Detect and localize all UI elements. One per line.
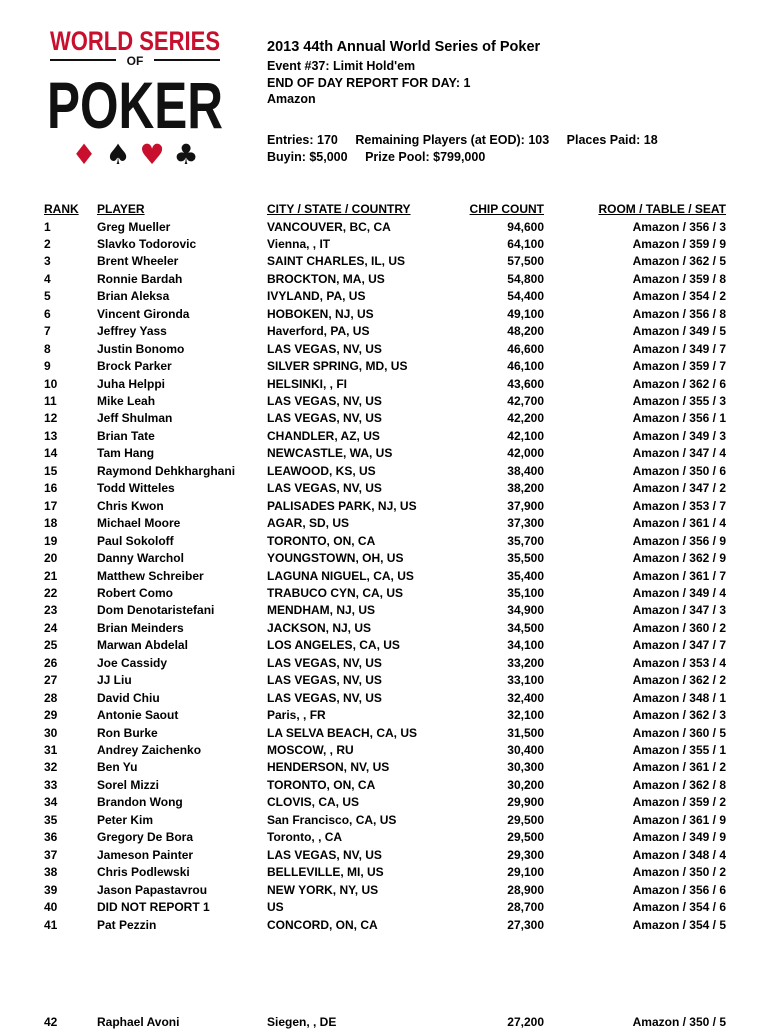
cell-player: Brian Meinders (97, 620, 184, 635)
cell-chip-count: 42,700 (507, 394, 544, 408)
cell-chip-count: 30,300 (507, 760, 544, 775)
diamond-icon: ♦ (71, 138, 97, 170)
cell-room-table-seat: Amazon / 361 / 4 (632, 516, 726, 531)
cell-room-table-seat: Amazon / 354 / 2 (632, 289, 726, 304)
cell-chip-count: 35,700 (507, 533, 544, 548)
cell-chip-count: 38,200 (507, 481, 544, 496)
cell-location: LAS VEGAS, NV, US (267, 394, 382, 408)
wsop-logo (44, 28, 226, 170)
cell-chip-count: 27,300 (507, 917, 544, 932)
col-location: CITY / STATE / COUNTRY (267, 202, 411, 216)
cell-location: LOS ANGELES, CA, US (267, 638, 400, 653)
cell-room-table-seat: Amazon / 356 / 3 (632, 219, 726, 234)
cell-player: Jeffrey Yass (97, 324, 167, 339)
cell-location: LAGUNA NIGUEL, CA, US (267, 568, 414, 583)
cell-chip-count: 54,800 (507, 271, 544, 286)
cell-location: Toronto, , CA (267, 830, 343, 845)
col-player: PLAYER (97, 202, 145, 216)
table-row (0, 445, 768, 463)
table-row (0, 882, 768, 900)
cell-player: Danny Warchol (97, 551, 184, 566)
cell-room-table-seat: Amazon / 349 / 5 (632, 324, 726, 339)
cell-rank: 8 (44, 341, 51, 356)
cell-location: SILVER SPRING, MD, US (267, 359, 408, 374)
cell-player: David Chiu (97, 690, 160, 705)
table-row (0, 463, 768, 481)
cell-room-table-seat: Amazon / 347 / 3 (632, 603, 726, 618)
cell-chip-count: 34,500 (507, 620, 544, 635)
cell-location: US (267, 900, 284, 915)
logo-line-world-series: WORLD SERIES (50, 28, 220, 56)
cell-rank: 17 (44, 498, 58, 513)
cell-location: TORONTO, ON, CA (267, 533, 376, 548)
event-name: Event #37: Limit Hold'em (267, 59, 416, 73)
cell-rank: 20 (44, 551, 58, 566)
table-row (0, 358, 768, 376)
table-row (0, 533, 768, 551)
cell-rank: 40 (44, 900, 58, 915)
table-row (0, 1014, 768, 1032)
cell-location: MOSCOW, , RU (267, 743, 354, 757)
cell-rank: 37 (44, 847, 58, 862)
table-row (0, 410, 768, 428)
cell-rank: 6 (44, 306, 51, 321)
cell-player: Brent Wheeler (97, 254, 179, 269)
cell-rank: 39 (44, 882, 58, 897)
cell-rank: 5 (44, 289, 51, 304)
cell-room-table-seat: Amazon / 354 / 6 (632, 900, 726, 915)
cell-rank: 30 (44, 725, 58, 740)
logo-line-of: OF (126, 54, 144, 68)
cell-room-table-seat: Amazon / 362 / 6 (632, 376, 726, 391)
table-row (0, 794, 768, 812)
cell-location: LAS VEGAS, NV, US (267, 341, 382, 356)
cell-player: Chris Podlewski (97, 865, 190, 880)
cell-rank: 10 (44, 376, 58, 391)
table-row (0, 742, 768, 760)
cell-rank: 2 (44, 236, 51, 251)
cell-chip-count: 57,500 (507, 254, 544, 269)
cell-chip-count: 32,100 (507, 708, 544, 723)
cell-player: Peter Kim (97, 812, 154, 827)
cell-rank: 23 (44, 603, 58, 618)
cell-location: MENDHAM, NJ, US (267, 603, 376, 618)
places-paid: Places Paid: 18 (566, 133, 658, 147)
cell-player: Pat Pezzin (97, 917, 157, 932)
cell-room-table-seat: Amazon / 349 / 4 (632, 585, 726, 600)
cell-player: Raymond Dehkharghani (97, 463, 236, 478)
cell-chip-count: 28,700 (507, 900, 544, 915)
cell-rank: 25 (44, 638, 58, 653)
table-row (0, 812, 768, 830)
cell-location: LEAWOOD, KS, US (267, 463, 376, 478)
cell-room-table-seat: Amazon / 362 / 8 (632, 777, 726, 792)
cell-room-table-seat: Amazon / 359 / 8 (632, 271, 726, 286)
cell-location: LAS VEGAS, NV, US (267, 411, 382, 426)
cell-room-table-seat: Amazon / 362 / 5 (632, 254, 726, 269)
cell-rank: 9 (44, 359, 51, 374)
cell-chip-count: 64,100 (507, 236, 544, 251)
cell-chip-count: 54,400 (507, 289, 544, 304)
cell-location: Paris, , FR (267, 708, 326, 723)
cell-room-table-seat: Amazon / 360 / 5 (632, 725, 726, 740)
table-row (0, 550, 768, 568)
cell-rank: 33 (44, 777, 58, 792)
table-row (0, 777, 768, 795)
cell-chip-count: 42,000 (507, 446, 544, 461)
cell-room-table-seat: Amazon / 360 / 2 (632, 620, 726, 635)
logo-line-poker: POKER (47, 68, 223, 142)
cell-room-table-seat: Amazon / 353 / 7 (632, 498, 726, 513)
cell-rank: 38 (44, 865, 58, 880)
cell-room-table-seat: Amazon / 362 / 2 (632, 673, 726, 688)
cell-room-table-seat: Amazon / 356 / 9 (632, 533, 726, 548)
table-row (0, 917, 768, 935)
cell-rank: 1 (44, 219, 51, 234)
cell-chip-count: 34,900 (507, 603, 544, 618)
cell-player: Brian Aleksa (97, 289, 170, 304)
cell-room-table-seat: Amazon / 350 / 5 (632, 1015, 726, 1029)
table-row (0, 847, 768, 865)
cell-location: YOUNGSTOWN, OH, US (267, 551, 404, 566)
cell-player: Todd Witteles (97, 481, 175, 496)
cell-player: Mike Leah (97, 394, 156, 408)
cell-location: NEWCASTLE, WA, US (267, 446, 393, 461)
cell-player: Jason Papastavrou (97, 882, 208, 897)
col-chip-count: CHIP COUNT (469, 202, 544, 216)
cell-rank: 29 (44, 708, 58, 723)
cell-rank: 36 (44, 830, 58, 845)
cell-location: LAS VEGAS, NV, US (267, 690, 382, 705)
cell-room-table-seat: Amazon / 347 / 7 (632, 638, 726, 653)
table-row (0, 637, 768, 655)
cell-rank: 22 (44, 585, 58, 600)
cell-chip-count: 35,100 (507, 585, 544, 600)
cell-room-table-seat: Amazon / 350 / 2 (632, 865, 726, 880)
cell-chip-count: 33,100 (507, 673, 544, 688)
cell-room-table-seat: Amazon / 349 / 7 (632, 341, 726, 356)
table-row (0, 899, 768, 917)
cell-room-table-seat: Amazon / 361 / 2 (632, 760, 726, 775)
table-row (0, 341, 768, 359)
entries: Entries: 170 (267, 133, 338, 147)
cell-rank: 42 (44, 1015, 58, 1029)
table-row (0, 864, 768, 882)
spade-icon: ♠ (105, 138, 131, 170)
remaining-players: Remaining Players (at EOD): 103 (355, 133, 550, 147)
buyin: Buyin: $5,000 (267, 150, 348, 164)
cell-rank: 28 (44, 690, 58, 705)
cell-player: Ron Burke (97, 725, 158, 740)
cell-room-table-seat: Amazon / 362 / 3 (632, 708, 726, 723)
cell-rank: 19 (44, 533, 58, 548)
cell-location: CONCORD, ON, CA (267, 917, 378, 932)
cell-location: LAS VEGAS, NV, US (267, 481, 382, 496)
cell-player: Matthew Schreiber (97, 568, 204, 583)
cell-chip-count: 46,600 (507, 341, 544, 356)
table-row (0, 707, 768, 725)
cell-chip-count: 35,400 (507, 568, 544, 583)
cell-player: Vincent Gironda (97, 306, 190, 321)
cell-chip-count: 34,100 (507, 638, 544, 653)
cell-chip-count: 30,400 (507, 743, 544, 757)
cell-rank: 11 (44, 394, 57, 408)
cell-player: JJ Liu (97, 673, 132, 688)
cell-chip-count: 29,300 (507, 847, 544, 862)
cell-player: Marwan Abdelal (97, 638, 188, 653)
cell-location: Siegen, , DE (267, 1015, 337, 1029)
event-stats (267, 132, 672, 166)
cell-chip-count: 29,500 (507, 812, 544, 827)
cell-room-table-seat: Amazon / 354 / 5 (632, 917, 726, 932)
heart-icon: ♥ (139, 138, 165, 170)
cell-rank: 26 (44, 655, 58, 670)
table-row (0, 672, 768, 690)
report-title: 2013 44th Annual World Series of Poker (267, 39, 541, 55)
table-row (0, 585, 768, 603)
table-row (0, 725, 768, 743)
cell-room-table-seat: Amazon / 353 / 4 (632, 655, 726, 670)
cell-chip-count: 37,900 (507, 498, 544, 513)
cell-rank: 41 (44, 917, 58, 932)
cell-player: Ben Yu (97, 760, 138, 775)
cell-player: Andrey Zaichenko (97, 743, 202, 757)
cell-chip-count: 30,200 (507, 777, 544, 792)
cell-player: Justin Bonomo (97, 341, 185, 356)
cell-rank: 35 (44, 812, 58, 827)
cell-player: Greg Mueller (97, 219, 171, 234)
cell-location: PALISADES PARK, NJ, US (267, 498, 417, 513)
table-row (0, 253, 768, 271)
cell-chip-count: 35,500 (507, 551, 544, 566)
cell-rank: 34 (44, 795, 58, 810)
cell-player: Raphael Avoni (97, 1015, 180, 1029)
table-row (0, 498, 768, 516)
cell-room-table-seat: Amazon / 359 / 7 (632, 359, 726, 374)
cell-chip-count: 38,400 (507, 463, 544, 478)
cell-rank: 13 (44, 428, 58, 443)
cell-player: Robert Como (97, 585, 173, 600)
cell-rank: 24 (44, 620, 58, 635)
cell-chip-count: 42,100 (507, 428, 544, 443)
cell-room-table-seat: Amazon / 349 / 3 (632, 428, 726, 443)
table-row (0, 690, 768, 708)
cell-player: Brandon Wong (97, 795, 183, 810)
cell-room-table-seat: Amazon / 355 / 3 (632, 394, 726, 408)
table-row (0, 829, 768, 847)
table-row (0, 376, 768, 394)
cell-room-table-seat: Amazon / 362 / 9 (632, 551, 726, 566)
table-row (0, 568, 768, 586)
cell-rank: 31 (44, 743, 58, 757)
prize-pool: Prize Pool: $799,000 (365, 150, 486, 164)
cell-chip-count: 28,900 (507, 882, 544, 897)
cell-location: LAS VEGAS, NV, US (267, 847, 382, 862)
cell-room-table-seat: Amazon / 355 / 1 (632, 743, 726, 757)
cell-location: HOBOKEN, NJ, US (267, 306, 374, 321)
cell-room-table-seat: Amazon / 361 / 9 (632, 812, 726, 827)
cell-location: CLOVIS, CA, US (267, 795, 360, 810)
table-row (0, 620, 768, 638)
cell-room-table-seat: Amazon / 347 / 2 (632, 481, 726, 496)
cell-player: Dom Denotaristefani (97, 603, 215, 618)
table-row (0, 428, 768, 446)
cell-location: LA SELVA BEACH, CA, US (267, 725, 418, 740)
table-row (0, 288, 768, 306)
cell-chip-count: 46,100 (507, 359, 544, 374)
table-header (0, 201, 768, 219)
cell-chip-count: 29,500 (507, 830, 544, 845)
room-name: Amazon (267, 92, 316, 106)
cell-chip-count: 31,500 (507, 725, 544, 740)
cell-location: NEW YORK, NY, US (267, 882, 379, 897)
cell-player: Juha Helppi (97, 376, 166, 391)
cell-location: JACKSON, NJ, US (267, 620, 372, 635)
table-row (0, 306, 768, 324)
cell-rank: 16 (44, 481, 58, 496)
cell-player: Slavko Todorovic (97, 236, 197, 251)
cell-location: CHANDLER, AZ, US (267, 428, 380, 443)
report-header (267, 38, 540, 108)
club-icon: ♣ (173, 138, 199, 170)
cell-player: Sorel Mizzi (97, 777, 160, 792)
cell-player: DID NOT REPORT 1 (97, 900, 210, 915)
cell-chip-count: 29,100 (507, 865, 544, 880)
cell-rank: 7 (44, 324, 51, 339)
cell-location: Vienna, , IT (267, 236, 331, 251)
cell-room-table-seat: Amazon / 356 / 8 (632, 306, 726, 321)
cell-chip-count: 37,300 (507, 516, 544, 531)
cell-rank: 21 (44, 568, 58, 583)
cell-location: VANCOUVER, BC, CA (267, 219, 391, 234)
cell-room-table-seat: Amazon / 348 / 1 (632, 690, 726, 705)
cell-player: Jameson Painter (97, 847, 194, 862)
table-row (0, 759, 768, 777)
cell-player: Chris Kwon (97, 498, 164, 513)
cell-player: Brock Parker (97, 359, 172, 374)
cell-rank: 15 (44, 463, 58, 478)
cell-room-table-seat: Amazon / 359 / 2 (632, 795, 726, 810)
table-row (0, 655, 768, 673)
cell-player: Gregory De Bora (97, 830, 194, 845)
table-row (0, 236, 768, 254)
report-day: END OF DAY REPORT FOR DAY: 1 (267, 75, 471, 90)
cell-location: HELSINKI, , FI (267, 376, 348, 391)
cell-rank: 14 (44, 446, 58, 461)
table-row (0, 480, 768, 498)
col-rank: RANK (44, 202, 79, 216)
table-row (0, 323, 768, 341)
cell-player: Michael Moore (97, 516, 181, 531)
cell-chip-count: 29,900 (507, 795, 544, 810)
cell-room-table-seat: Amazon / 350 / 6 (632, 463, 726, 478)
cell-player: Ronnie Bardah (97, 271, 183, 286)
cell-location: LAS VEGAS, NV, US (267, 673, 382, 688)
cell-room-table-seat: Amazon / 348 / 4 (632, 847, 726, 862)
cell-player: Antonie Saout (97, 708, 179, 723)
cell-location: BROCKTON, MA, US (267, 271, 385, 286)
cell-rank: 3 (44, 254, 51, 269)
cell-player: Brian Tate (97, 428, 155, 443)
cell-room-table-seat: Amazon / 356 / 1 (632, 411, 726, 426)
cell-location: TORONTO, ON, CA (267, 777, 376, 792)
cell-player: Tam Hang (97, 446, 155, 461)
cell-chip-count: 48,200 (507, 324, 544, 339)
cell-room-table-seat: Amazon / 359 / 9 (632, 236, 726, 251)
cell-player: Paul Sokoloff (97, 533, 174, 548)
cell-chip-count: 33,200 (507, 655, 544, 670)
cell-room-table-seat: Amazon / 349 / 9 (632, 830, 726, 845)
cell-chip-count: 94,600 (507, 219, 544, 234)
cell-player: Joe Cassidy (97, 655, 168, 670)
cell-location: HENDERSON, NV, US (267, 760, 390, 775)
cell-rank: 4 (44, 271, 51, 286)
table-row (0, 393, 768, 411)
cell-location: Haverford, PA, US (267, 324, 370, 339)
cell-location: BELLEVILLE, MI, US (267, 865, 384, 880)
table-row (0, 515, 768, 533)
cell-location: SAINT CHARLES, IL, US (267, 254, 406, 269)
cell-chip-count: 32,400 (507, 690, 544, 705)
cell-location: AGAR, SD, US (267, 516, 350, 531)
cell-rank: 27 (44, 673, 58, 688)
table-row (0, 602, 768, 620)
cell-location: LAS VEGAS, NV, US (267, 655, 382, 670)
table-row (0, 219, 768, 237)
cell-rank: 18 (44, 516, 58, 531)
cell-rank: 12 (44, 411, 58, 426)
cell-chip-count: 27,200 (507, 1015, 544, 1029)
cell-room-table-seat: Amazon / 356 / 6 (632, 882, 726, 897)
cell-chip-count: 42,200 (507, 411, 544, 426)
cell-location: San Francisco, CA, US (267, 812, 397, 827)
cell-chip-count: 43,600 (507, 376, 544, 391)
cell-location: TRABUCO CYN, CA, US (267, 585, 404, 600)
cell-rank: 32 (44, 760, 58, 775)
cell-room-table-seat: Amazon / 347 / 4 (632, 446, 726, 461)
table-row (0, 271, 768, 289)
cell-location: IVYLAND, PA, US (267, 289, 366, 304)
col-room-table-seat: ROOM / TABLE / SEAT (598, 202, 726, 216)
cell-chip-count: 49,100 (507, 306, 544, 321)
cell-player: Jeff Shulman (97, 411, 173, 426)
cell-room-table-seat: Amazon / 361 / 7 (632, 568, 726, 583)
